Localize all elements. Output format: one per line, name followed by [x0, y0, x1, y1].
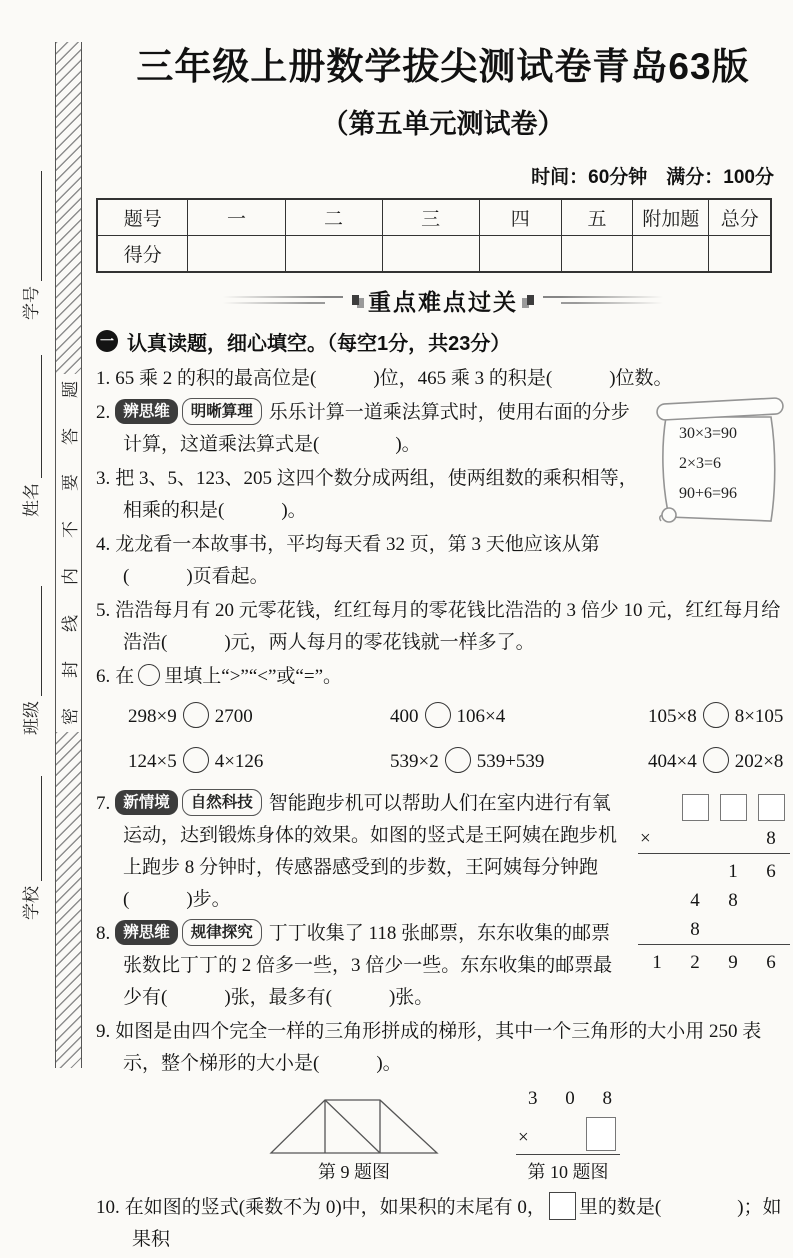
question-text: 在如图的竖式(乘数不为 0)中，如果积的末尾有 0，	[124, 1196, 546, 1218]
scroll-note-line: 2×3=6	[679, 454, 722, 472]
trapezoid-graphic	[268, 1097, 440, 1155]
banner-deco-line-left	[223, 296, 343, 305]
question-number: 6.	[96, 665, 111, 687]
score-header-cell: 二	[285, 199, 382, 236]
scroll-note-line: 30×3=90	[679, 424, 738, 442]
score-header-cell: 三	[382, 199, 479, 236]
context-badge: 新情境	[115, 790, 178, 815]
seal-char: 线	[61, 614, 80, 632]
page-subtitle: （第五单元测试卷）	[321, 108, 565, 139]
score-header-cell: 附加题	[633, 199, 709, 236]
question-number: 5.	[96, 599, 111, 621]
field-blank-line	[40, 355, 42, 478]
score-header-cell: 四	[479, 199, 561, 236]
field-label: 姓名	[22, 483, 41, 517]
compare-circle-icon	[703, 747, 729, 773]
exam-meta: 时间：60分钟 满分：100分	[531, 166, 774, 188]
field-label: 班级	[22, 701, 41, 735]
field-label: 学校	[22, 886, 41, 920]
question-10	[96, 1192, 790, 1256]
question-1	[96, 363, 790, 395]
result-digit: 2	[690, 951, 700, 973]
scroll-note	[652, 397, 790, 527]
question-text: 里填上“>”“<”或“=”。	[164, 665, 343, 687]
compare-circle-icon	[425, 702, 451, 728]
question-number: 9.	[96, 1020, 111, 1042]
score-table	[96, 198, 772, 273]
score-cell-empty	[709, 235, 771, 272]
question-text: 里的数是( )；如果积	[132, 1196, 782, 1250]
seal-char: 内	[61, 567, 80, 585]
multiply-sign: ×	[640, 827, 651, 849]
question-5	[96, 595, 790, 659]
topic-badge: 规律探究	[182, 919, 262, 946]
banner-title: 重点难点过关	[368, 288, 518, 315]
partial-digit: 8	[690, 918, 700, 940]
compare-item	[648, 746, 790, 778]
question-text: 龙龙看一本故事书，平均每天看 32 页，第 3 天他应该从第( )页看起。	[115, 533, 600, 587]
compare-item	[648, 701, 790, 733]
question-number: 8.	[96, 922, 111, 944]
compare-item	[128, 701, 417, 733]
topic-badge: 自然科技	[182, 789, 262, 816]
seal-char: 不	[61, 521, 80, 539]
result-digit: 6	[766, 951, 776, 973]
partial-digit: 8	[728, 889, 738, 911]
question-text: 智能跑步机可以帮助人们在室内进行有氧运动，达到锻炼身体的效果。如图的竖式是王阿姨在跑步机上跑步 8 分钟时，传感器感受到的步数，王阿姨每分钟跑( )步。	[123, 792, 618, 910]
compare-circle-icon	[138, 664, 160, 686]
seal-line-band	[55, 42, 82, 1068]
scroll-note-line: 90+6=96	[679, 484, 738, 502]
question-text: 在	[115, 665, 135, 687]
compare-right: 4×126	[214, 750, 264, 772]
field-blank-line	[40, 586, 42, 696]
multiplication-figure	[638, 792, 790, 977]
section-number-icon: 一	[96, 330, 118, 352]
score-table-header-row	[97, 199, 771, 236]
section-1-header	[96, 327, 790, 356]
thinking-badge: 辨思维	[115, 399, 178, 424]
compare-item	[128, 746, 417, 778]
score-header-cell: 五	[561, 199, 632, 236]
question-number: 2.	[96, 401, 111, 423]
question-6	[96, 661, 790, 778]
seal-line-text	[56, 374, 81, 732]
compare-item	[390, 701, 675, 733]
question-number: 7.	[96, 792, 111, 814]
compare-item	[390, 746, 675, 778]
compare-circle-icon	[183, 702, 209, 728]
question-text: 如图是由四个完全一样的三角形拼成的梯形，其中一个三角形的大小用 250 表示，整个梯形的大小是( )。	[115, 1020, 762, 1074]
score-cell-empty	[561, 235, 632, 272]
multiplier-row	[516, 1112, 620, 1155]
multiply-sign: ×	[518, 1126, 529, 1148]
compare-right: 106×4	[456, 705, 506, 727]
banner-deco-square-left	[352, 295, 359, 305]
question-text: 丁丁收集了 118 张邮票，东东收集的邮票张数比丁丁的 2 倍多一些，3 倍少一些。东东收集的邮票最少有( )张，最多有( )张。	[123, 922, 613, 1008]
sidebar-field-student-id	[18, 140, 42, 320]
question-text: 65 乘 2 的积的最高位是( )位，465 乘 3 的积是( )位数。	[115, 367, 673, 389]
figure-10-caption: 第 10 题图	[527, 1161, 609, 1182]
seal-char: 封	[61, 661, 80, 679]
multiplicand-digits	[516, 1086, 620, 1112]
sidebar-field-school	[18, 740, 42, 920]
compare-right: 202×8	[734, 750, 784, 772]
sidebar-field-class	[18, 555, 42, 735]
compare-right: 8×105	[734, 705, 784, 727]
thinking-badge: 辨思维	[115, 920, 178, 945]
compare-left: 105×8	[648, 705, 697, 727]
partial-digit: 6	[766, 860, 776, 882]
digit-box	[758, 794, 785, 821]
result-digit: 1	[652, 951, 662, 973]
question-9	[96, 1016, 790, 1080]
question-4	[96, 529, 790, 593]
partial-digit: 4	[690, 889, 700, 911]
compare-right: 539+539	[476, 750, 545, 772]
seal-char: 题	[61, 381, 80, 398]
field-blank-line	[40, 171, 42, 281]
digit: 0	[565, 1087, 575, 1109]
score-header-cell: 一	[188, 199, 285, 236]
compare-right: 2700	[214, 705, 253, 727]
seal-hatch-bottom	[56, 732, 81, 1068]
question-number: 1.	[96, 367, 111, 389]
digit-box	[549, 1192, 576, 1220]
question-text: 乐乐计算一道乘法算式时，使用右面的分步计算，这道乘法算式是( )。	[123, 401, 630, 455]
score-header-cell: 总分	[709, 199, 771, 236]
score-header-cell: 题号	[97, 199, 188, 236]
score-cell-empty	[285, 235, 382, 272]
compare-circle-icon	[183, 747, 209, 773]
score-cell-empty	[633, 235, 709, 272]
seal-char: 密	[61, 707, 80, 725]
question-number: 4.	[96, 533, 111, 555]
field-blank-line	[40, 776, 42, 881]
question-9-10-figures	[268, 1086, 790, 1184]
banner-deco-square-right	[527, 295, 534, 305]
section-1-heading: 认真读题，细心填空。（每空1分，共23分）	[127, 332, 511, 355]
compare-left: 298×9	[128, 705, 177, 727]
figure-9-trapezoid	[268, 1097, 440, 1184]
exam-page	[96, 40, 790, 1258]
partial-digit: 1	[728, 860, 738, 882]
question-number: 10.	[96, 1196, 120, 1218]
compare-circle-icon	[703, 702, 729, 728]
score-cell-empty	[479, 235, 561, 272]
compare-left: 539×2	[390, 750, 439, 772]
digit: 8	[602, 1087, 612, 1109]
result-digit: 9	[728, 951, 738, 973]
compare-circle-icon	[445, 747, 471, 773]
seal-hatch-top	[56, 42, 81, 374]
question-text: 浩浩每月有 20 元零花钱，红红每月的零花钱比浩浩的 3 倍少 10 元，红红每月给浩浩( )元，两人每月的零花钱就一样多了。	[115, 599, 781, 653]
score-row-label: 得分	[97, 235, 188, 272]
compare-left: 124×5	[128, 750, 177, 772]
compare-left: 400	[390, 705, 419, 727]
compare-grid	[128, 701, 790, 778]
score-cell-empty	[188, 235, 285, 272]
section-banner	[96, 284, 790, 317]
sidebar-field-name	[18, 337, 42, 517]
multiplier-digit: 8	[766, 827, 776, 849]
score-table-score-row	[97, 235, 771, 272]
page-title: 三年级上册数学拔尖测试卷青岛63版	[136, 46, 750, 87]
seal-char: 答	[61, 427, 80, 445]
digit: 3	[528, 1087, 538, 1109]
digit-box	[720, 794, 747, 821]
compare-left: 404×4	[648, 750, 697, 772]
banner-deco-line-right	[543, 296, 663, 305]
field-label: 学号	[22, 286, 41, 320]
figure-10-multiplication	[516, 1086, 620, 1184]
digit-box	[682, 794, 709, 821]
topic-badge: 明晰算理	[182, 398, 262, 425]
score-cell-empty	[382, 235, 479, 272]
figure-9-caption: 第 9 题图	[318, 1161, 390, 1182]
question-number: 3.	[96, 467, 111, 489]
seal-char: 要	[61, 474, 80, 492]
question-text: 把 3、5、123、205 这四个数分成两组，使两组数的乘积相等，相乘的积是( )。	[115, 467, 638, 521]
